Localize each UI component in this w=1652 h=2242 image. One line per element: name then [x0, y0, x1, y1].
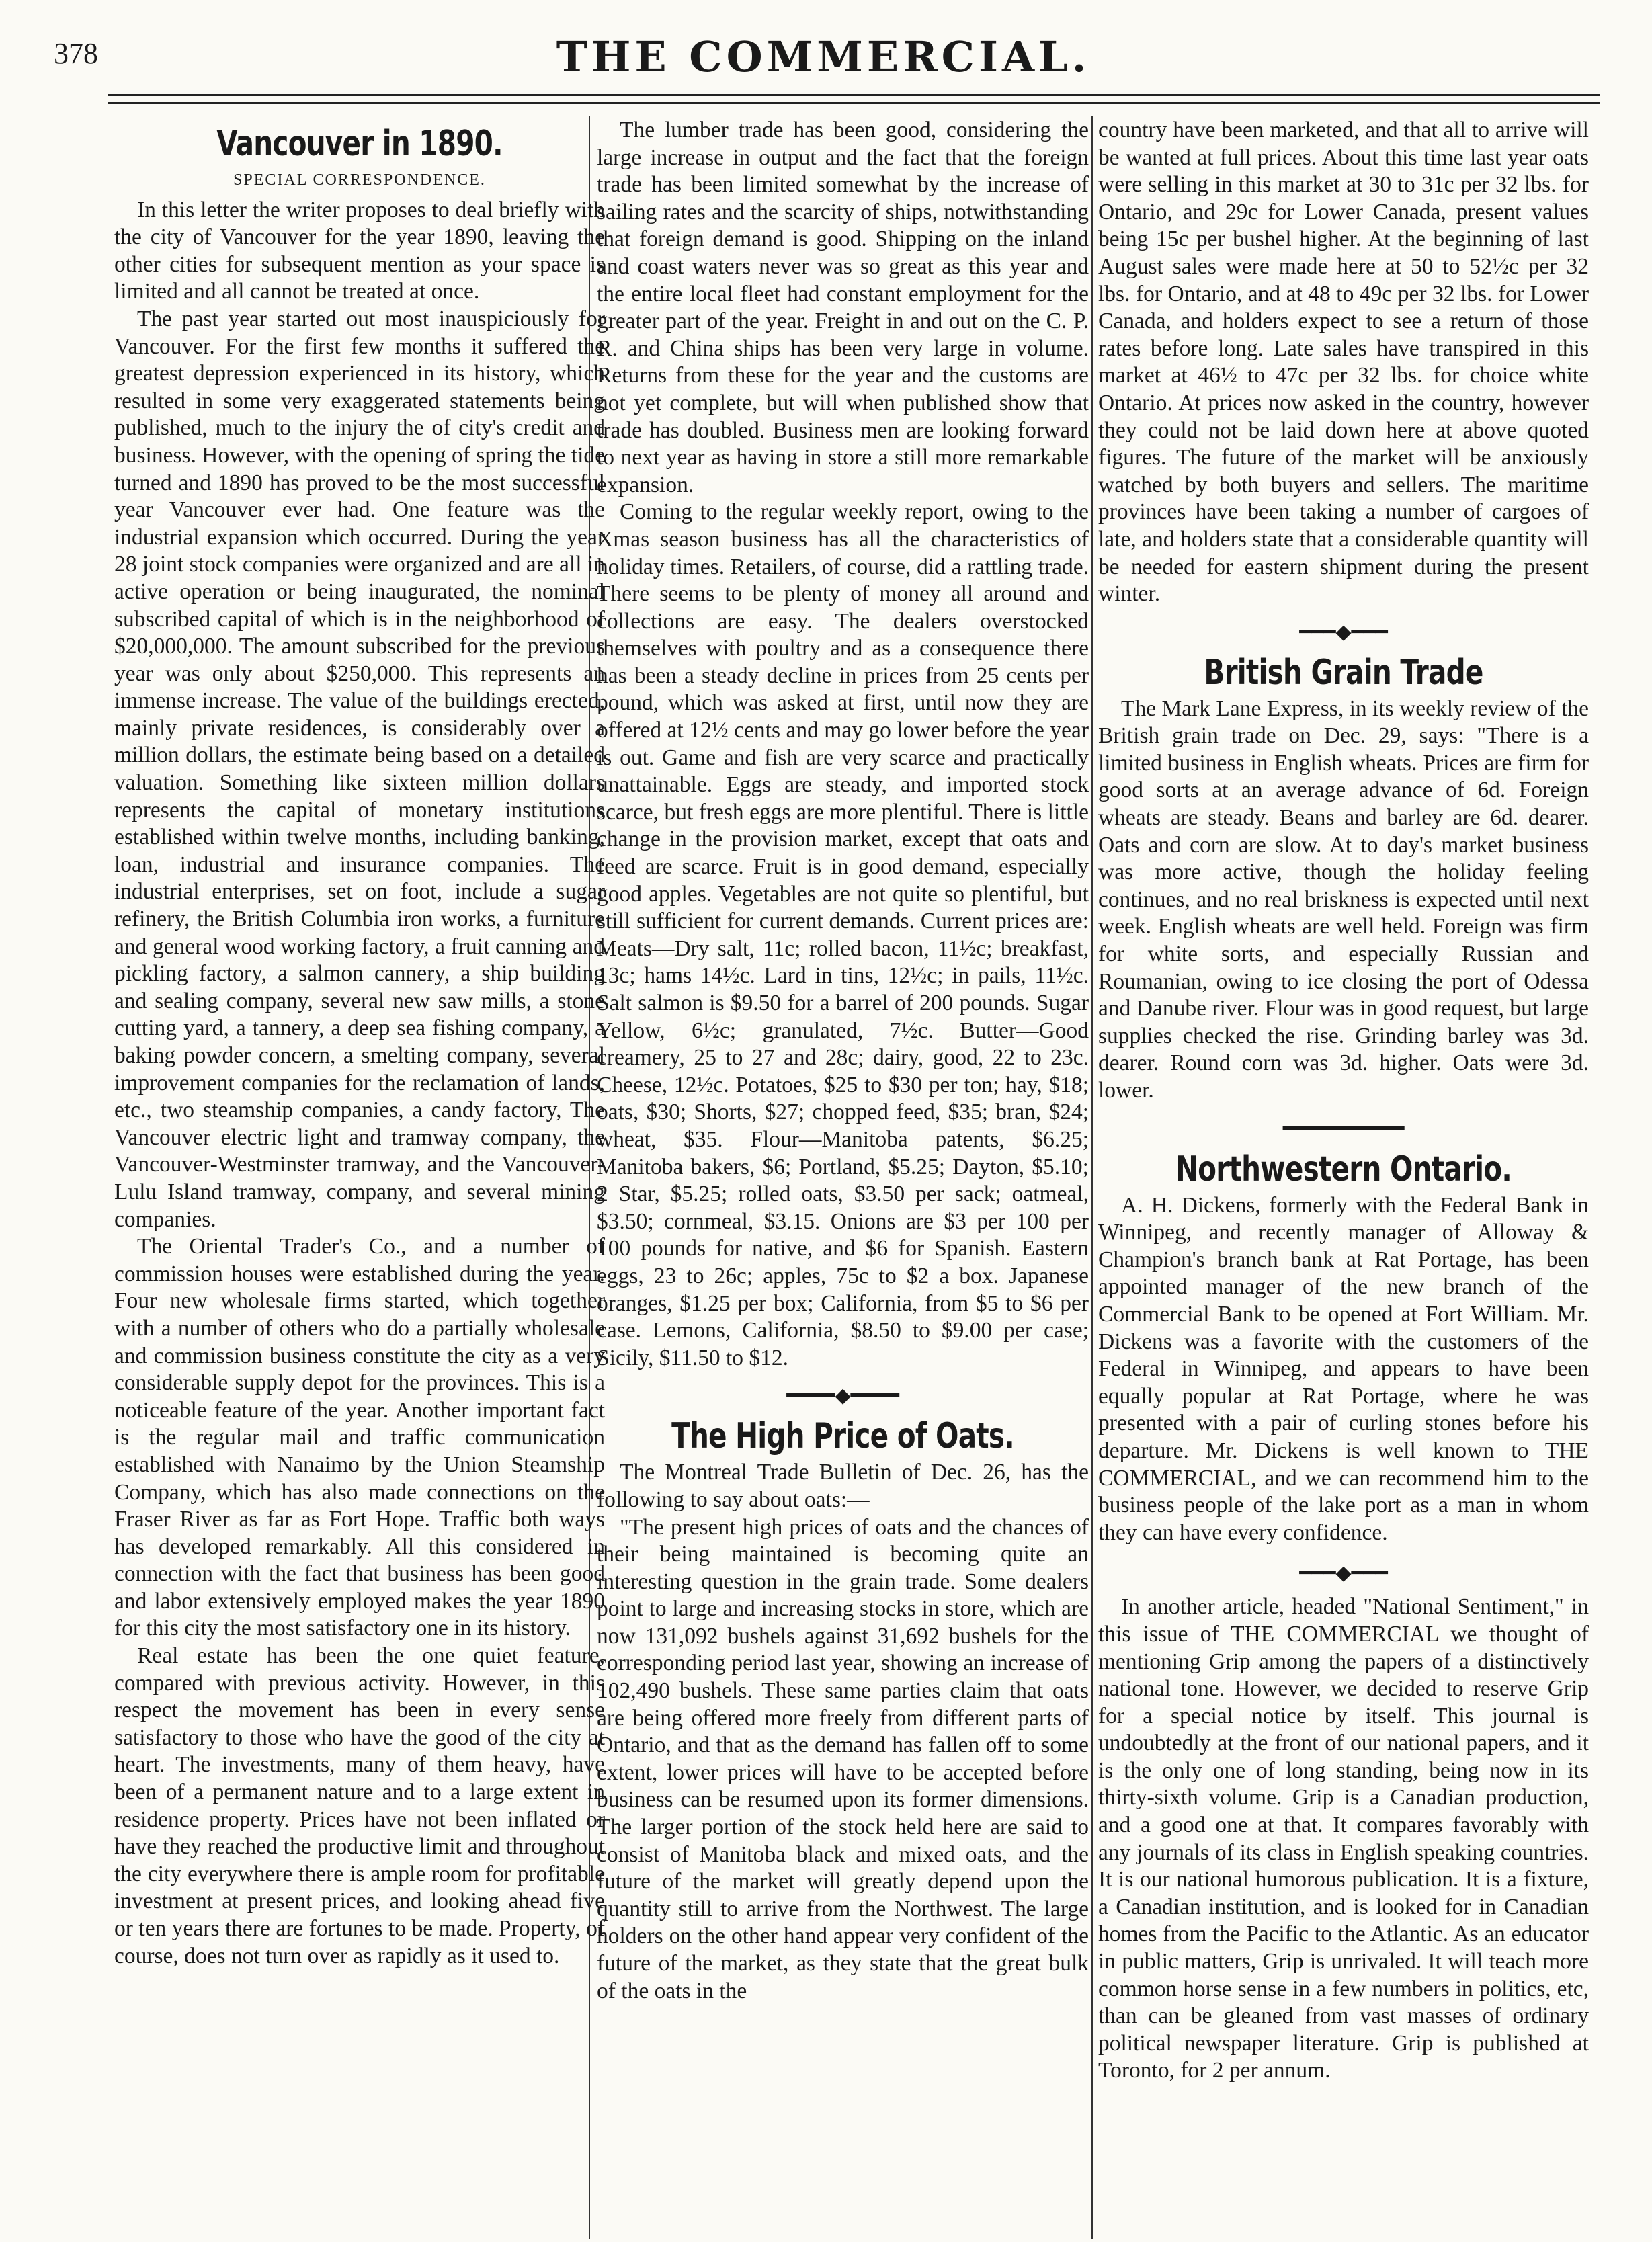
column-3: [1098, 117, 1589, 2085]
column-divider-2: [1091, 116, 1093, 2239]
section-ornament: ━━━━━━━━━━: [1282, 1117, 1405, 1140]
paragraph: The Montreal Trade Bulletin of Dec. 26, has the following to say about oats:—: [597, 1460, 1089, 1512]
paragraph: The Oriental Trader's Co., and a number of commission houses were established during the year. Four new wholesale firms started, which together with a number of others who do a partially wholesale and commission business constitute the city as a very considerable supply depot for the provinces. This is a noticeable feature of the year. Another important fact is the regular mail and traffic communication established with Nanaimo by the Union Steamship Company, which has also made connections on the Fraser River as far as Fort Hope. Traffic both ways has developed remarkably. All this considered in connection with the fact that business has been good and labor extensively employed makes the year 1890 for this city the most satisfactory one in its history.: [114, 1234, 605, 1641]
article-title-ontario: Northwestern Ontario.: [1175, 1149, 1512, 1190]
column-1: [114, 117, 605, 1970]
paragraph: In another article, headed "National Sentiment," in this issue of THE COMMERCIAL we thought of mentioning Grip among the papers of a distinctively national tone. However, we decided to reserve Grip for a special notice by itself. This journal is undoubtedly at the front of our national papers, and it is the only one of long standing, being now in its thirty-sixth volume. Grip is a Canadian production, and a good one at that. It compares favorably with any journals of its class in English speaking countries. It is our national humorous publication. It is a fixture, a Canadian institution, and is looked for in Canadian homes from the Pacific to the Atlantic. As an educator in public matters, Grip is unrivaled. It will teach more common horse sense in a few numbers in politics, etc, than can be gleaned from vast masses of ordinary political newspaper literature. Grip is published at Toronto, for 2 per annum.: [1098, 1594, 1589, 2083]
page-header: [54, 32, 1593, 86]
section-ornament: ━━━━◆━━━━: [786, 1384, 899, 1407]
article-title-grain: British Grain Trade: [1204, 652, 1483, 693]
paragraph: "The present high prices of oats and the chances of their being maintained is becoming quite an interesting question in the grain trade. Some dealers point to large and increasing stocks in store, which are now 131,092 bushels against 31,692 bushels for the corresponding period last year, showing an increase of 102,490 bushels. These same parties claim that oats are being offered more freely from different parts of Ontario, and that as the demand has fallen off to some extent, lower prices will have to be accepted before business can be resumed upon its former dimensions. The larger portion of the stock held here are said to consist of Manitoba black and mixed oats, and the future of the market will greatly depend upon the quantity still to arrive from the Northwest. The large holders on the other hand appear very confident of the future of the market, as they state that the great bulk of the oats in the: [597, 1514, 1089, 2003]
section-ornament: ━━━◆━━━: [1299, 1562, 1388, 1585]
byline: SPECIAL CORRESPONDENCE.: [233, 171, 486, 189]
header-rule-top: [108, 94, 1600, 96]
paragraph: The lumber trade has been good, considering the large increase in output and the fact that the foreign trade has been limited somewhat by the increase of sailing rates and the scarcity of ships, notwithstanding that foreign demand is good. Shipping on the inland and coast waters never was so great as this year and the entire local fleet had constant employment for the greater part of the year. Freight in and out on the C. P. R. and China ships has been very large in volume. Returns from these for the year and the customs are not yet complete, but will when published show that trade has doubled. Business men are looking forward to next year as having in store a still more remarkable expansion.: [597, 118, 1089, 497]
paragraph: In this letter the writer proposes to deal briefly with the city of Vancouver for the year 1890, leaving the other cities for subsequent mention as your space is limited and all cannot be treated at once.: [114, 197, 605, 304]
paragraph: A. H. Dickens, formerly with the Federal Bank in Winnipeg, and recently manager of Alloway & Champion's branch bank at Rat Portage, has been appointed manager of the new branch of the Commercial Bank to be opened at Fort William. Mr. Dickens was a favorite with the customers of the Federal in Winnipeg, and appears to have been equally popular at Rat Portage, where he was presented with a pair of curling stones before his departure. Mr. Dickens is well known to THE COMMERCIAL, and we can recommend him to the business people of the lake port as a man in whom they can have every confidence.: [1098, 1192, 1589, 1545]
header-rule-bottom: [108, 102, 1600, 104]
paragraph: Real estate has been the one quiet feature, compared with previous activity. However, in this respect the movement has been in every sense satisfactory to those who have the good of the city at heart. The investments, many of them heavy, have been of a permanent nature and to a large extent in residence property. Prices have not been inflated or have they reached the productive limit and throughout the city everywhere there is ample room for profitable investment at present prices, and looking ahead five or ten years there are fortunes to be made. Property, of course, does not turn over as rapidly as it used to.: [114, 1643, 605, 1968]
paragraph: The past year started out most inauspiciously for Vancouver. For the first few months it suffered the greatest depression experienced in its history, which resulted in some very exaggerated statements being published, much to the injury the of city's credit and business. However, with the opening of spring the tide turned and 1890 has proved to be the most successful year Vancouver ever had. One feature was the industrial expansion which occurred. During the year 28 joint stock companies were organized and are all in active operation or being inaugurated, the nominal subscribed capital of which is in the neighborhood of $20,000,000. The amount subscribed for the previous year was only about $250,000. This represents an immense increase. The value of the buildings erected, mainly private residences, is considerably over a million dollars, the estimate being based on a detailed valuation. Something like sixteen million dollars represents the capital of monetary institutions established within twelve months, including banking, loan, industrial and insurance companies. The industrial enterprises, set on foot, include a sugar refinery, the British Columbia iron works, a furniture and general wood working factory, a fruit canning and pickling factory, a salmon cannery, a ship building and sealing company, several new saw mills, a stone cutting yard, a tannery, a deep sea fishing company, a baking powder concern, a smelting company, several improvement companies for the reclamation of lands, etc., two steamship companies, a candy factory, The Vancouver electric light and tramway company, the Vancouver-Westminster tramway, and the Vancouver-Lulu Island tramway, company, and several mining companies.: [114, 306, 605, 1232]
section-ornament: ━━━◆━━━: [1299, 620, 1388, 643]
article-title-vancouver: Vancouver in 1890.: [216, 124, 503, 164]
paragraph: country have been marketed, and that all to arrive will be wanted at full prices. About this time last year oats were selling in this market at 30 to 31c per 32 lbs. for Ontario, and 29c for Lower Canada, present values being 15c per bushel higher. At the beginning of last August sales were made here at 50 to 52½c per 32 lbs. for Ontario, and at 48 to 49c per 32 lbs. for Lower Canada, and holders expect to see a return of those rates before long. Late sales have transpired in this market at 46½ to 47c per 32 lbs. for choice white Ontario. At prices now asked in the country, however they could not be laid down here at above quoted figures. The future of the market will be anxiously watched by both buyers and sellers. The maritime provinces have been taking a number of cargoes of late, and holders state that a considerable quantity will be needed for eastern shipment during the present winter.: [1098, 118, 1589, 607]
paragraph: The Mark Lane Express, in its weekly review of the British grain trade on Dec. 29, says: "There is a limited business in English wheats. Prices are firm for good sorts at an average advance of 6d. Foreign wheats are steady. Beans and barley are 6d. dearer. Oats and corn are slow. At to day's market business was more active, though the holiday feeling continues, and no real briskness is expected until next week. English wheats are well held. Foreign was firm for white sorts, and especially Russian and Roumanian, owing to ice closing the port of Odessa and Danube river. Flour was in good request, but large supplies checked the rise. Grinding barley was 3d. dearer. Round corn was 3d. higher. Oats were 3d. lower.: [1098, 696, 1589, 1103]
column-2: [597, 117, 1089, 2005]
page-number: 378: [54, 37, 98, 70]
paragraph: Coming to the regular weekly report, owing to the Xmas season business has all the characteristics of holiday times. Retailers, of course, did a rattling trade. There seems to be plenty of money all around and collections are easy. The dealers overstocked themselves with poultry and as a consequence there has been a steady decline in prices from 25 cents per pound, which was asked at first, until now they are offered at 12½ cents and may go lower before the year is out. Game and fish are very scarce and practically unattainable. Eggs are steady, and imported stock scarce, but fresh eggs are more plentiful. There is little change in the provision market, except that oats and feed are scarce. Fruit is in good demand, especially good apples. Vegetables are not quite so plentiful, but still sufficient for current demands. Current prices are: Meats—Dry salt, 11c; rolled bacon, 11½c; breakfast, 13c; hams 14½c. Lard in tins, 12½c; in pails, 11½c. Salt salmon is $9.50 for a barrel of 200 pounds. Sugar Yellow, 6½c; granulated, 7½c. Butter—Good creamery, 25 to 27 and 28c; dairy, good, 22 to 23c. Cheese, 12½c. Potatoes, $25 to $30 per ton; hay, $18; oats, $30; Shorts, $27; chopped feed, $35; bran, $24; wheat, $35. Flour—Manitoba patents, $6.25; Manitoba bakers, $6; Portland, $5.25; Dayton, $5.10; 2 Star, $5.25; rolled oats, $3.50 per sack; oatmeal, $3.50; cornmeal, $3.15. Onions are $3 per 100 per 100 pounds for native, and $6 for Spanish. Eastern eggs, 23 to 26c; apples, 75c to $2 a box. Japanese oranges, $1.25 per box; California, from $5 to $6 per case. Lemons, California, $8.50 to $9.00 per case; Sicily, $11.50 to $12.: [597, 499, 1089, 1370]
masthead-title: THE COMMERCIAL.: [556, 32, 1091, 81]
article-title-oats: The High Price of Oats.: [671, 1416, 1014, 1457]
